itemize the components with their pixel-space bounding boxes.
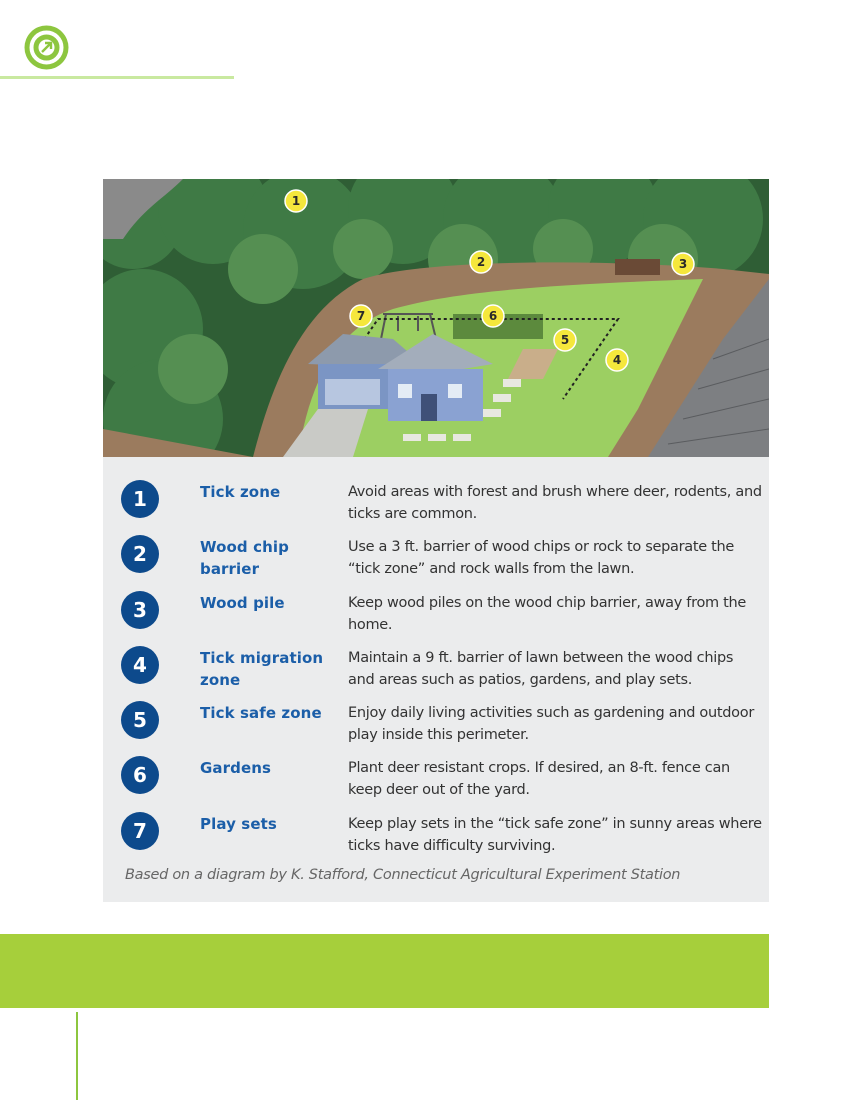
figure-credit: Based on a diagram by K. Stafford, Connecticut Agricultural Experiment Station <box>125 867 681 883</box>
scene-marker-7 <box>350 305 372 327</box>
svg-text:3: 3 <box>678 257 688 271</box>
legend-term: Tick safe zone <box>200 704 322 722</box>
svg-text:6: 6 <box>488 309 498 323</box>
svg-text:2: 2 <box>476 255 486 269</box>
legend-term: Wood chip barrier <box>200 538 289 578</box>
legend-description: Maintain a 9 ft. barrier of lawn between the wood chips and areas such as patios, gardens, and play sets. <box>348 650 734 688</box>
legend-term: Tick zone <box>200 483 281 501</box>
legend-description: Keep wood piles on the wood chip barrier, away from the home. <box>348 595 747 633</box>
scene-marker-2 <box>470 251 492 273</box>
legend-number-badge: 5 <box>121 701 159 739</box>
legend-description: Avoid areas with forest and brush where deer, rodents, and ticks are common. <box>348 484 762 522</box>
legend-number-badge: 3 <box>121 591 159 629</box>
legend-number-badge: 7 <box>121 812 159 850</box>
scene-marker-5 <box>554 329 576 351</box>
seal-logo-icon <box>24 25 69 70</box>
legend-number-badge: 2 <box>121 535 159 573</box>
legend-term: Wood pile <box>200 594 285 612</box>
yard-illustration <box>103 179 769 457</box>
legend-description: Use a 3 ft. barrier of wood chips or rock to separate the “tick zone” and rock walls from the lawn. <box>348 539 735 577</box>
legend-number-badge: 4 <box>121 646 159 684</box>
tick-safe-yard-figure <box>103 179 769 902</box>
svg-text:7: 7 <box>356 309 366 323</box>
legend-term: Gardens <box>200 759 272 777</box>
legend-term: Play sets <box>200 815 277 833</box>
scene-marker-3 <box>672 253 694 275</box>
svg-text:5: 5 <box>560 333 570 347</box>
legend-description: Keep play sets in the “tick safe zone” in sunny areas where ticks have difficulty surviving. <box>348 816 762 854</box>
vertical-rule <box>76 1012 78 1100</box>
green-banner <box>0 934 769 1008</box>
scene-marker-4 <box>606 349 628 371</box>
header-rule <box>0 76 234 79</box>
legend-number-badge: 1 <box>121 480 159 518</box>
legend-description: Enjoy daily living activities such as gardening and outdoor play inside this perimeter. <box>348 705 754 743</box>
legend-number-badge: 6 <box>121 756 159 794</box>
scene-marker-1 <box>285 190 307 212</box>
legend-term: Tick migration zone <box>200 649 324 689</box>
svg-text:4: 4 <box>612 353 622 367</box>
scene-marker-6 <box>482 305 504 327</box>
legend-description: Plant deer resistant crops. If desired, an 8-ft. fence can keep deer out of the yard. <box>348 760 730 798</box>
legend-table <box>103 457 769 902</box>
svg-text:1: 1 <box>291 194 301 208</box>
